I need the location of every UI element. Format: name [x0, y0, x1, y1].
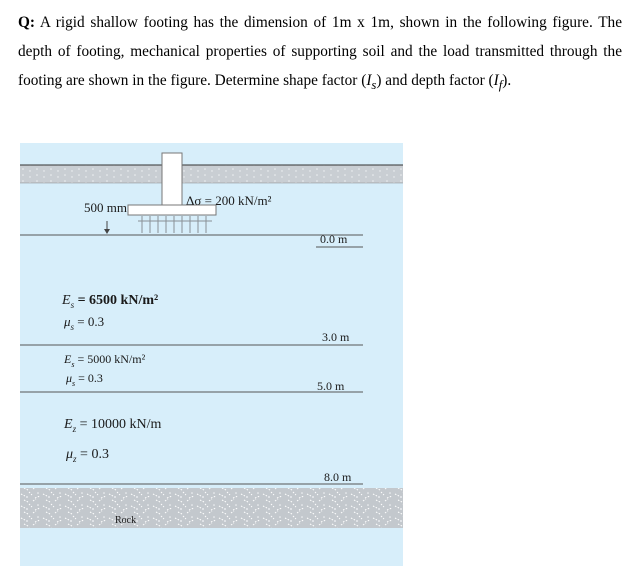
layer-3-modulus: $E_z = 10000$ kN/m [64, 417, 162, 434]
question-text [18, 8, 622, 100]
depth-8: 8.0 m [324, 470, 352, 484]
question-body-3: ). [502, 72, 512, 89]
ground-surface [20, 165, 403, 183]
depth-3: 3.0 m [322, 330, 350, 344]
footing-column [162, 153, 182, 211]
depth-label: 500 mm [84, 200, 127, 215]
footing-diagram [20, 143, 403, 566]
shape-factor-subscript: s [371, 78, 377, 93]
layer-1-modulus: $E_s = 6500$ kN/m² [62, 293, 159, 310]
load-label: Δσ = 200 kN/m² [186, 193, 272, 208]
question-prefix: Q: [18, 14, 35, 31]
depth-0: 0.0 m [320, 232, 348, 246]
layer-2-modulus: $E_s = 5000$ kN/m² [64, 352, 146, 369]
rock-label: Rock [115, 515, 137, 526]
question-body-2: ) and depth factor ( [376, 72, 494, 89]
rock-layer [20, 488, 403, 528]
layer-3-poisson: $\mu_z = 0.3$ [66, 447, 109, 464]
layer-1-poisson: $\mu_s = 0.3$ [64, 314, 105, 332]
question-body-1: A rigid shallow footing has the dimension of 1m x 1m, shown in the following figure. The depth of footing, mechanical properties of supporting soil and the load transmitted through the footing are shown in the figure. Determine shape factor ( [18, 14, 622, 89]
depth-factor-subscript: f [498, 78, 503, 93]
depth-factor-symbol: I [493, 72, 499, 89]
shape-factor-symbol: I [366, 72, 372, 89]
footing-figure [20, 143, 403, 566]
depth-5: 5.0 m [317, 379, 345, 393]
layer-2-poisson: $\mu_s = 0.3$ [66, 371, 103, 388]
